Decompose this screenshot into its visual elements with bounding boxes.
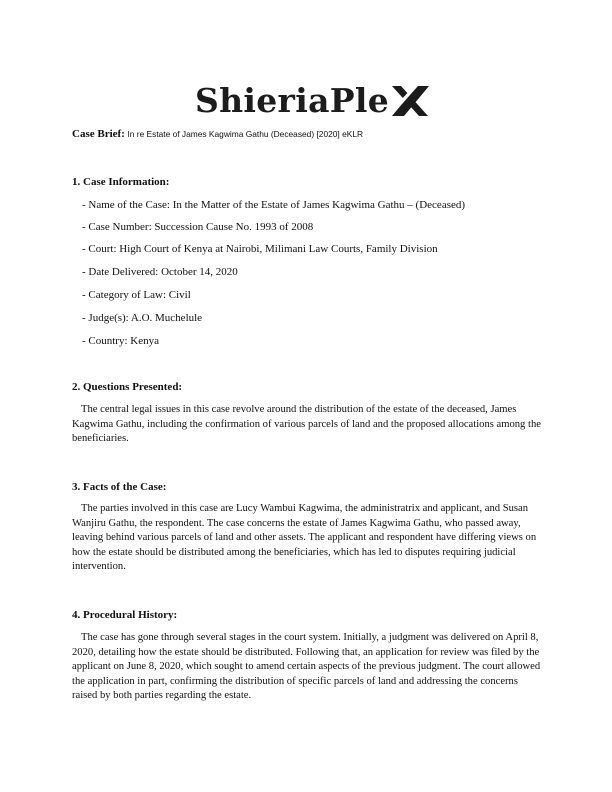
section-heading-procedural-history: 4. Procedural History: [72, 609, 178, 621]
facts-paragraph: The parties involved in this case are Lucy Wambui Kagwima, the administratrix and applicant, and Susan Wanjiru Gathu, the respondent. The case concerns the estate of James Kagwima Gathu, who passed away, leaving behind various parcels of land and other assets. The applicant and respondent have differing views on how the estate should be distributed among the beneficiaries, which has led to disputes requiring judicial intervention. [72, 503, 537, 573]
case-info-item: - Court: High Court of Kenya at Nairobi, Milimani Law Courts, Family Division [82, 243, 438, 255]
case-info-item: - Judge(s): A.O. Muchelule [82, 312, 203, 324]
section-heading-questions-presented: 2. Questions Presented: [72, 381, 183, 393]
case-brief-title: In re Estate of James Kagwima Gathu (Deceased) [2020] eKLR [127, 129, 364, 139]
case-info-item: - Date Delivered: October 14, 2020 [82, 266, 238, 278]
section-heading-case-information: 1. Case Information: [72, 176, 170, 188]
case-info-item: - Country: Kenya [82, 335, 159, 347]
sheriaplex-logo [195, 80, 430, 120]
procedural-paragraph: The case has gone through several stages in the court system. Initially, a judgment was delivered on April 8, 2020, detailing how the estate should be distributed. Following that, an application for review was filed by the applicant on June 8, 2020, which sought to amend certain aspects of the previous judgment. The court allowed the application in part, confirming the distribution of specific parcels of land and addressing the concerns raised by both parties regarding the estate. [72, 632, 541, 702]
case-brief-label: Case Brief: [72, 128, 125, 140]
case-info-item: - Category of Law: Civil [82, 289, 191, 301]
questions-paragraph: The central legal issues in this case revolve around the distribution of the estate of the deceased, James Kagwima Gathu, including the confirmation of various parcels of land and the proposed allocations among the beneficiaries. [72, 404, 541, 445]
case-info-item: - Case Number: Succession Cause No. 1993 of 2008 [82, 221, 314, 233]
logo-text: ShieriaPle [195, 81, 390, 120]
section-heading-facts: 3. Facts of the Case: [72, 481, 167, 493]
x-mark-icon [390, 84, 430, 118]
case-brief-line [72, 128, 363, 140]
case-info-item: - Name of the Case: In the Matter of the Estate of James Kagwima Gathu – (Deceased) [82, 199, 466, 211]
